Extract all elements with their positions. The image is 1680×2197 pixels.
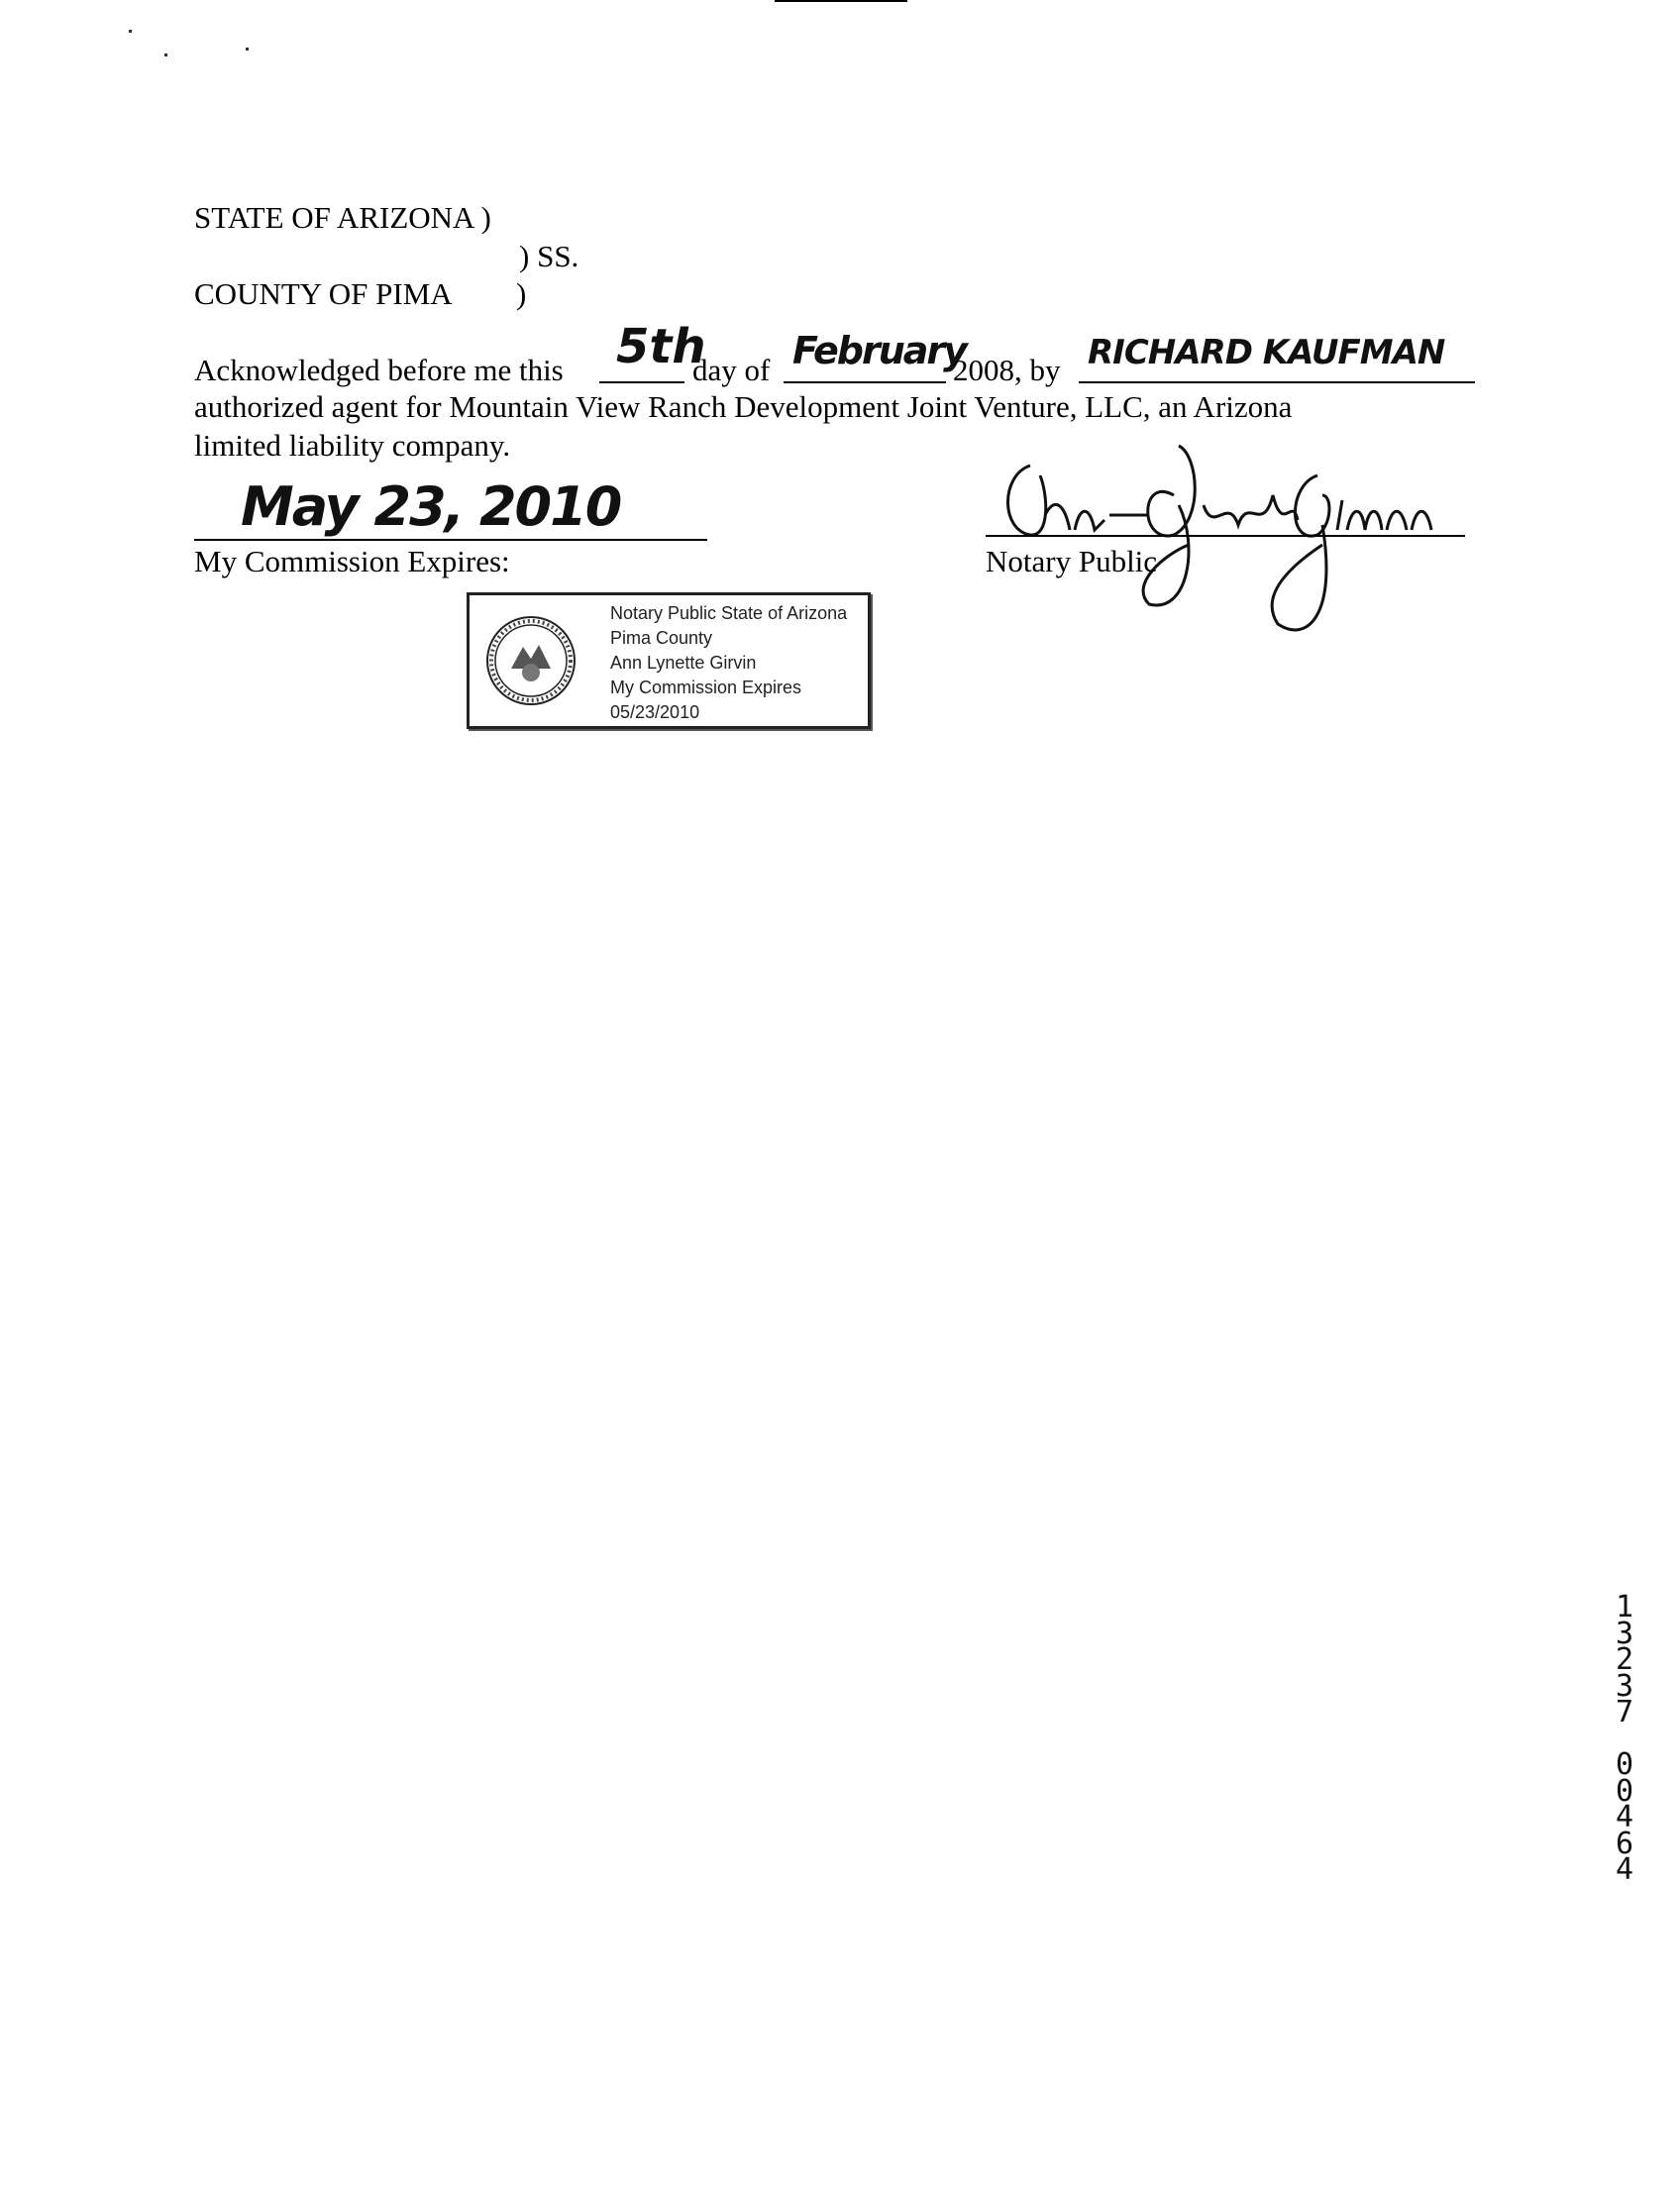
state-label: STATE OF ARIZONA )	[194, 200, 491, 235]
county-label: COUNTY OF PIMA	[194, 276, 453, 311]
notary-stamp	[467, 592, 871, 729]
signer-handwritten: RICHARD KAUFMAN	[1088, 333, 1445, 372]
stamp-line-1: Notary Public State of Arizona	[610, 603, 848, 623]
bates-digit: 2	[1615, 1642, 1634, 1677]
day-handwritten: 5th	[616, 319, 706, 374]
scan-speck	[129, 30, 132, 33]
signer-blank-line	[1079, 381, 1475, 383]
bates-digit: 4	[1615, 1852, 1634, 1887]
day-blank-line	[599, 381, 684, 383]
bates-digit: 3	[1615, 1616, 1634, 1651]
bates-digit: 0	[1615, 1773, 1634, 1809]
bates-digit: 7	[1615, 1695, 1634, 1729]
county-paren: )	[516, 276, 527, 311]
bates-digit: 0	[1615, 1747, 1634, 1782]
stamp-line-4: My Commission Expires	[610, 678, 802, 697]
bates-digit: 3	[1615, 1668, 1634, 1704]
bates-digit: 4	[1615, 1800, 1634, 1834]
bates-digit: 6	[1615, 1826, 1634, 1861]
commission-date-handwritten: May 23, 2010	[241, 475, 621, 538]
stamp-line-5: 05/23/2010	[610, 702, 700, 722]
arizona-seal-icon	[485, 615, 577, 706]
ack-line-3: limited liability company.	[194, 428, 511, 463]
stamp-line-2: Pima County	[610, 628, 713, 648]
top-edge-line	[775, 0, 907, 2]
month-blank-line	[784, 381, 946, 383]
year-by-label: 2008, by	[953, 353, 1061, 387]
bates-number	[1609, 1590, 1640, 1887]
notary-signature-scrawl	[991, 436, 1446, 644]
ack-line-2: authorized agent for Mountain View Ranch Development Joint Venture, LLC, an Arizona	[194, 389, 1293, 424]
scan-speck	[246, 48, 249, 51]
ack-prefix: Acknowledged before me this	[194, 353, 564, 387]
stamp-line-3: Ann Lynette Girvin	[610, 653, 757, 673]
commission-signature-line	[194, 539, 707, 541]
day-of-label: day of	[692, 353, 771, 387]
notary-label: Notary Public	[986, 544, 1158, 578]
notary-signature-line	[986, 535, 1465, 537]
scan-speck	[164, 53, 167, 56]
bates-digit: 1	[1615, 1590, 1634, 1624]
commission-label: My Commission Expires:	[194, 544, 510, 578]
ss-label: ) SS.	[519, 239, 579, 273]
month-handwritten: February	[792, 329, 966, 372]
